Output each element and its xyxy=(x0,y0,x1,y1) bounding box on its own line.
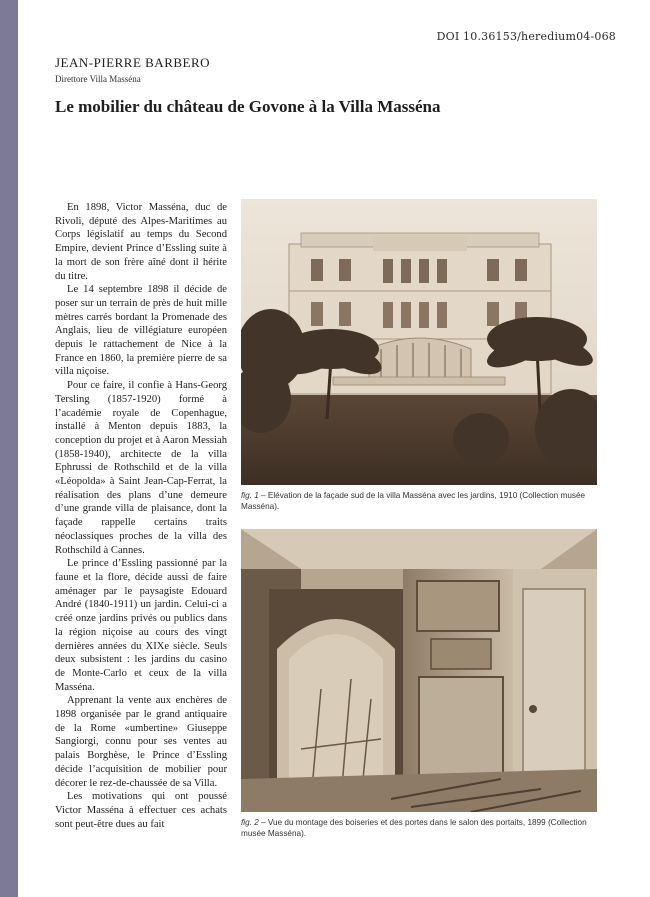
paragraph: Le 14 septembre 1898 il décide de poser sur un terrain de près de huit mille mètres carrés bordant la Promenade des Anglais, lieu de villégiature européen depuis le rattachement de Nice à la France en 1860, la première pierre de sa villa niçoise. xyxy=(55,284,227,378)
body-text-column xyxy=(55,201,227,831)
paragraph: En 1898, Victor Masséna, duc de Rivoli, député des Alpes-Maritimes au Corps législatif au temps du Second Empire, devient Prince d’Essling suite à la mort de son frère aîné dont il hérite du titre. xyxy=(55,202,227,282)
figure-1-caption-text: – Elévation de la façade sud de la villa Masséna avec les jardins, 1910 (Collection musée Masséna). xyxy=(241,491,586,511)
figure-2 xyxy=(241,529,597,839)
paragraph: Le prince d’Essling passionné par la faune et la flore, décide aussi de faire aménager par le paysagiste Edouard André (1840-1911) un jardin. Celui-ci a créé onze jardins privés ou publics dans la région niçoise au cours des vingt dernières années du XIXe siècle. Seuls deux subsistent : les jardins du casino de Monte-Carlo et ceux de la villa Masséna. xyxy=(55,558,227,693)
figure-1 xyxy=(241,199,597,512)
figure-2-caption-text: – Vue du montage des boiseries et des portes dans le salon des portaits, 1899 (Collection musée Masséna). xyxy=(241,818,587,838)
figure-1-number: fig. 1 xyxy=(241,491,259,500)
doi-reference: DOI 10.36153/heredium04-068 xyxy=(436,30,616,43)
author-role: Direttore Villa Masséna xyxy=(55,74,141,84)
figure-2-number: fig. 2 xyxy=(241,818,259,827)
villa-facade-photo xyxy=(241,199,597,485)
article-title: Le mobilier du château de Govone à la Villa Masséna xyxy=(55,97,441,116)
side-color-bar xyxy=(0,0,18,897)
paragraph: Apprenant la vente aux enchères de 1898 organisée par le grand antiquaire de la Rome «umbertine» Giuseppe Sangiorgi, connu pour ses ventes au palais Borghèse, le Prince d’Essling décide l’acquisition de mobilier pour décorer le rez-de-chaussée de sa Villa. xyxy=(55,695,227,789)
author-name: JEAN-PIERRE BARBERO xyxy=(55,55,211,70)
salon-interior-photo xyxy=(241,529,597,812)
figure-1-caption xyxy=(241,491,597,512)
paragraph: Pour ce faire, il confie à Hans-Georg Tersling (1857-1920) formé à l’académie royale de Copenhague, installé à Menton depuis 1883, la conception du projet et à Aaron Messiah (1858-1940), architecte de la villa Ephrussi de Rothschild et de la villa «Léopolda» à Saint Jean-Cap-Ferrat, la réalisation des plans d’une demeure d’une grande villa de plaisance, dont la façade rappelle certains traits néoclassiques proches de la villa des Rothschild à Cannes. xyxy=(55,380,227,556)
paragraph: Les motivations qui ont poussé Victor Masséna à effectuer ces achats sont peut-être dues au fait xyxy=(55,791,227,830)
figure-2-caption xyxy=(241,818,597,839)
